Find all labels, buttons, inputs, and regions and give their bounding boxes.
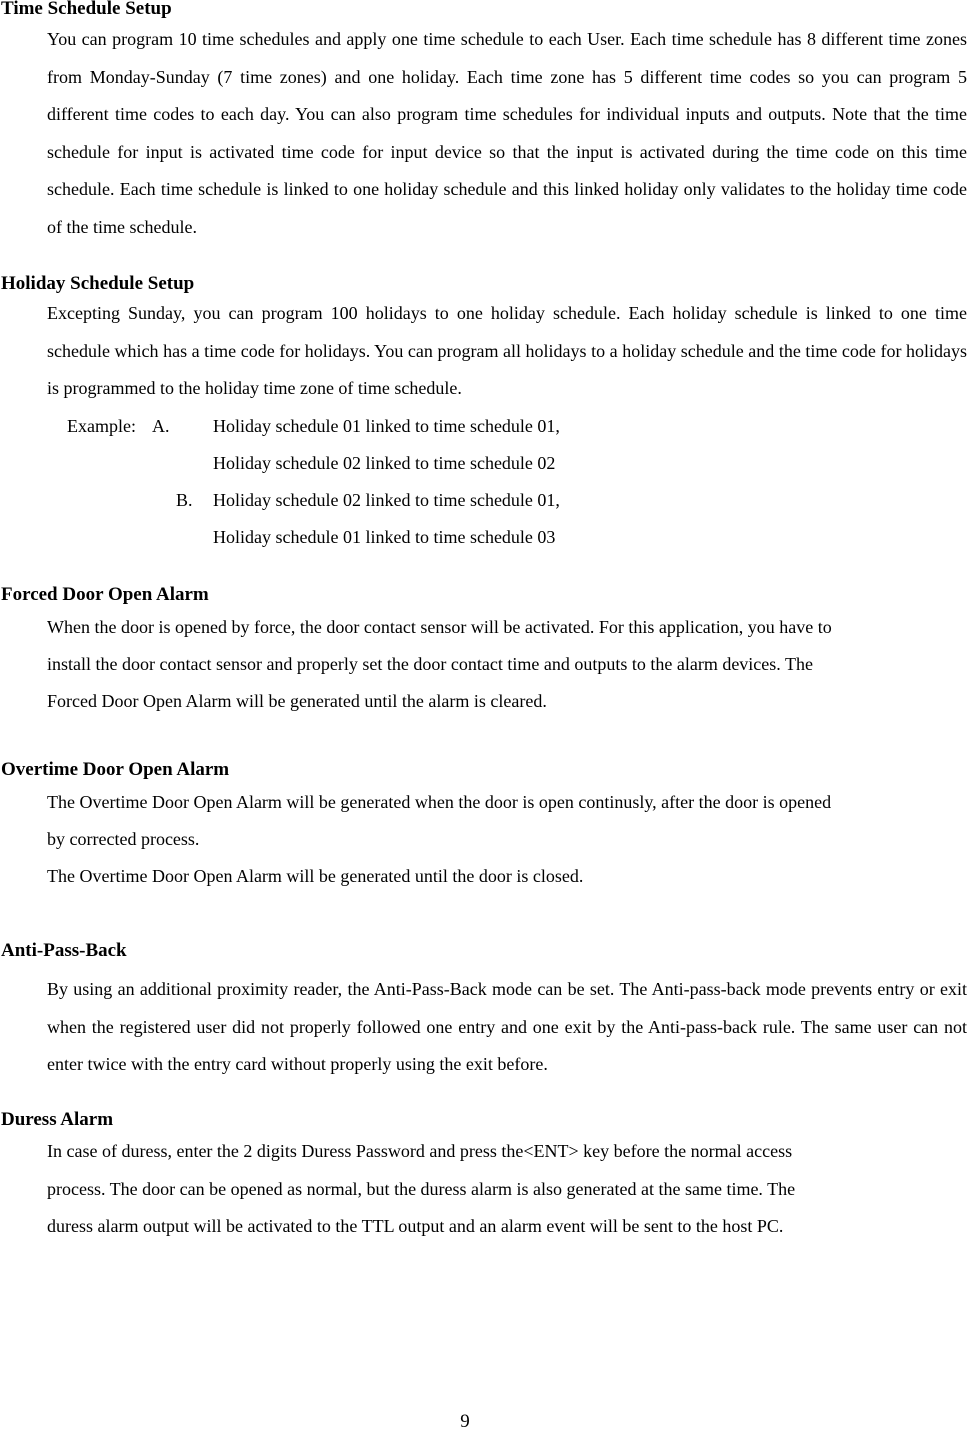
heading-forced-door-open-alarm: Forced Door Open Alarm	[1, 584, 209, 605]
duress-alarm-line-2: process. The door can be opened as normal, but the duress alarm is also generated at the same time. The	[47, 1179, 796, 1199]
example-b-line-2: Holiday schedule 01 linked to time schedule 03	[213, 527, 556, 547]
heading-overtime-door-open-alarm: Overtime Door Open Alarm	[1, 759, 230, 780]
duress-alarm-line-1: In case of duress, enter the 2 digits Duress Password and press the<ENT> key before the normal access	[47, 1141, 793, 1161]
example-b-label: B.	[176, 490, 193, 510]
heading-anti-pass-back: Anti-Pass-Back	[1, 940, 127, 961]
overtime-door-line-3: The Overtime Door Open Alarm will be generated until the door is closed.	[47, 866, 584, 886]
anti-pass-back-paragraph: By using an additional proximity reader, the Anti-Pass-Back mode can be set. The Anti-pass-back mode prevents entry or exit when the registered user did not properly followed one entry and one exit by the Anti-pass-back rule. The same user can not enter twice with the entry card without properly using the exit before.	[47, 979, 967, 1074]
example-label: Example:	[67, 416, 136, 436]
forced-door-line-2: install the door contact sensor and properly set the door contact time and outputs to the alarm devices. The	[47, 654, 813, 674]
time-schedule-paragraph: You can program 10 time schedules and apply one time schedule to each User. Each time schedule has 8 different time zones from Monday-Sunday (7 time zones) and one holiday. Each time zone has 5 different time codes so you can program 5 different time codes to each day. You can also program time schedules for individual inputs and outputs. Note that the time schedule for input is activated time code for input device so that the input is activated during the time code on this time schedule. Each time schedule is linked to one holiday schedule and this linked holiday only validates to the holiday time code of the time schedule.	[47, 29, 967, 237]
example-a-line-2: Holiday schedule 02 linked to time schedule 02	[213, 453, 556, 473]
example-a-line-1: Holiday schedule 01 linked to time schedule 01,	[213, 416, 560, 436]
heading-holiday-schedule-setup: Holiday Schedule Setup	[1, 273, 195, 294]
example-b-line-1: Holiday schedule 02 linked to time schedule 01,	[213, 490, 560, 510]
forced-door-line-3: Forced Door Open Alarm will be generated until the alarm is cleared.	[47, 691, 547, 711]
page-number: 9	[460, 1411, 470, 1432]
holiday-schedule-paragraph: Excepting Sunday, you can program 100 holidays to one holiday schedule. Each holiday schedule is linked to one time schedule which has a time code for holidays. You can program all holidays to a holiday schedule and the time code for holidays is programmed to the holiday time zone of time schedule.	[47, 303, 967, 398]
overtime-door-line-2: by corrected process.	[47, 829, 200, 849]
heading-duress-alarm: Duress Alarm	[1, 1109, 114, 1130]
example-a-label: A.	[152, 416, 170, 436]
overtime-door-line-1: The Overtime Door Open Alarm will be generated when the door is open continusly, after the door is opened	[47, 792, 832, 812]
forced-door-line-1: When the door is opened by force, the door contact sensor will be activated. For this application, you have to	[47, 617, 832, 637]
duress-alarm-line-3: duress alarm output will be activated to the TTL output and an alarm event will be sent to the host PC.	[47, 1216, 784, 1236]
heading-time-schedule-setup: Time Schedule Setup	[1, 0, 172, 19]
